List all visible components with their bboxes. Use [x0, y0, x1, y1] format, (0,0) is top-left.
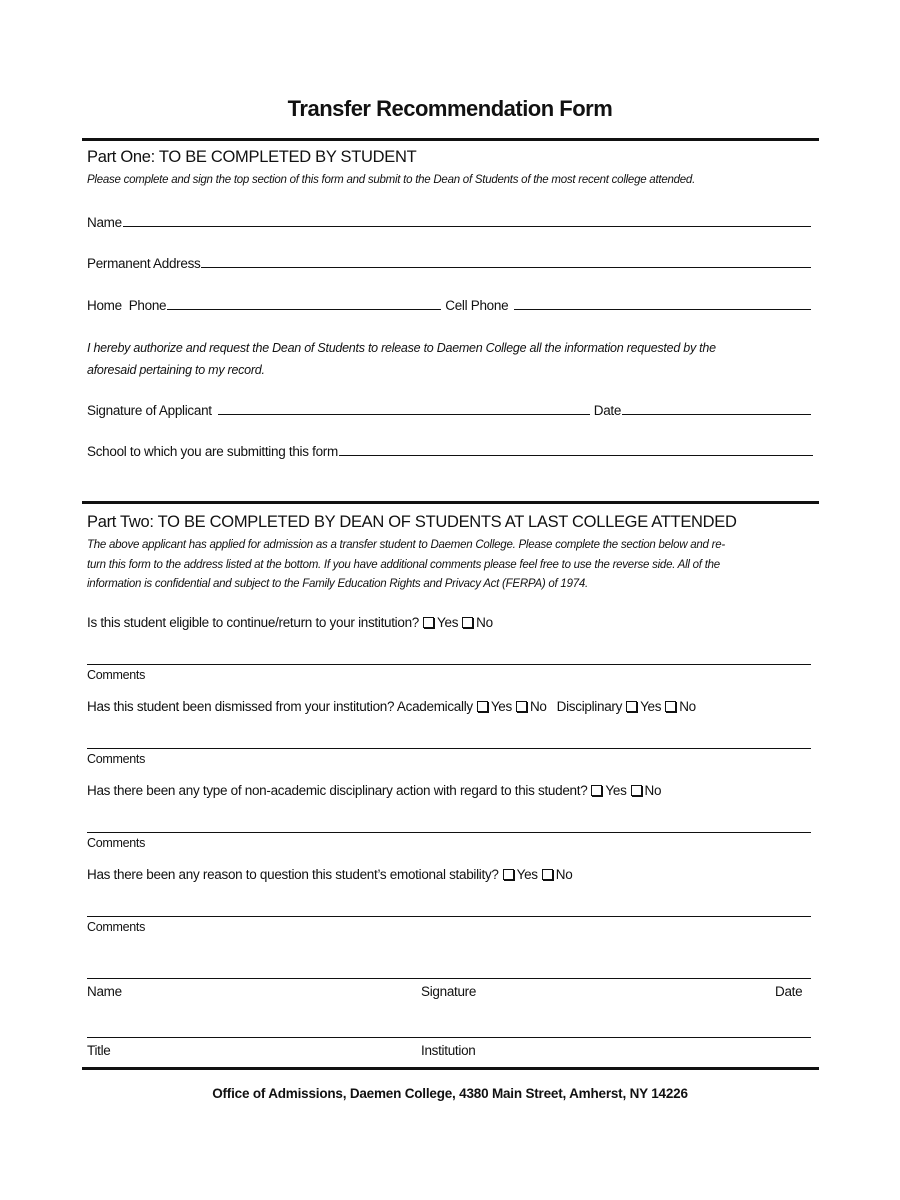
- name-field[interactable]: [87, 212, 813, 230]
- signature-line[interactable]: [218, 413, 590, 415]
- part-one-instructions: Please complete and sign the top section of this form and submit to the Dean of Students of the most recent college attended.: [87, 174, 696, 186]
- dean-signature-label: Signature: [421, 984, 477, 999]
- dean-title-label: Title: [87, 1043, 111, 1058]
- comments-line[interactable]: [87, 916, 811, 917]
- date-line[interactable]: [622, 413, 811, 415]
- instructions-line: information is confidential and subject to the Family Education Rights and Privacy Act (FERPA) of 1974.: [87, 578, 588, 590]
- checkbox-disciplinary-no[interactable]: [665, 701, 676, 712]
- question-emotional: [87, 867, 572, 882]
- no-label: No: [476, 615, 493, 630]
- no-label: No: [644, 783, 662, 798]
- question-text: Has there been any reason to question this student’s emotional stability?: [87, 867, 499, 882]
- no-label: No: [529, 699, 547, 714]
- school-line[interactable]: [339, 454, 813, 456]
- checkbox-academic-yes[interactable]: [477, 701, 488, 712]
- question-dismissed: [87, 699, 696, 714]
- checkbox-no[interactable]: [462, 617, 473, 628]
- footer-address: Office of Admissions, Daemen College, 4380 Main Street, Amherst, NY 14226: [212, 1086, 688, 1101]
- instructions-line: turn this form to the address listed at the bottom. If you have additional comments please feel free to use the reverse side. All of the: [87, 558, 720, 571]
- address-field[interactable]: [87, 253, 813, 271]
- instructions-line: The above applicant has applied for admission as a transfer student to Daemen College. Please complete the section below and re-: [87, 539, 725, 551]
- question-text: Is this student eligible to continue/return to your institution?: [87, 615, 420, 630]
- yes-label: Yes: [605, 783, 627, 798]
- checkbox-yes[interactable]: [423, 617, 434, 628]
- home-phone-line[interactable]: [167, 308, 441, 310]
- question-text: Has there been any type of non-academic disciplinary action with regard to this student?: [87, 783, 588, 798]
- comments-line[interactable]: [87, 664, 811, 665]
- comments-label: Comments: [87, 920, 146, 934]
- form-title: Transfer Recommendation Form: [287, 96, 613, 121]
- cell-phone-label: Cell Phone: [445, 298, 509, 313]
- no-label: No: [555, 867, 573, 882]
- checkbox-no[interactable]: [631, 785, 642, 796]
- name-signature-line[interactable]: [87, 978, 811, 979]
- school-field[interactable]: [87, 441, 815, 459]
- part-one-heading: Part One: TO BE COMPLETED BY STUDENT: [87, 148, 417, 166]
- home-phone-label: Home Phone: [87, 298, 167, 313]
- school-label: School to which you are submitting this form: [87, 444, 338, 459]
- question-non-academic: [87, 783, 661, 798]
- divider: [82, 1067, 819, 1070]
- checkbox-academic-no[interactable]: [516, 701, 527, 712]
- signature-label: Signature of Applicant: [87, 403, 212, 418]
- dean-name-label: Name: [87, 984, 122, 999]
- comments-label: Comments: [87, 668, 146, 682]
- signature-row: [87, 400, 813, 418]
- divider: [82, 138, 819, 141]
- date-label: Date: [593, 403, 622, 418]
- name-line[interactable]: [123, 225, 811, 227]
- yes-label: Yes: [516, 867, 538, 882]
- authorization-line: aforesaid pertaining to my record.: [87, 363, 265, 377]
- title-institution-line[interactable]: [87, 1037, 811, 1038]
- dean-institution-label: Institution: [421, 1043, 476, 1058]
- checkbox-yes[interactable]: [503, 869, 514, 880]
- phone-row: [87, 295, 813, 313]
- comments-label: Comments: [87, 836, 146, 850]
- checkbox-no[interactable]: [542, 869, 553, 880]
- name-label: Name: [87, 215, 122, 230]
- yes-label: Yes: [437, 615, 459, 630]
- yes-label: Yes: [490, 699, 512, 714]
- address-line[interactable]: [201, 266, 811, 268]
- part-two-heading: Part Two: TO BE COMPLETED BY DEAN OF STUDENTS AT LAST COLLEGE ATTENDED: [87, 513, 737, 531]
- cell-phone-line[interactable]: [514, 308, 811, 310]
- authorization-line: I hereby authorize and request the Dean of Students to release to Daemen College all the information requested by the: [87, 341, 716, 355]
- disciplinary-label: Disciplinary: [556, 699, 623, 714]
- comments-line[interactable]: [87, 748, 811, 749]
- question-eligible: [87, 615, 493, 630]
- dean-date-label: Date: [775, 984, 803, 999]
- authorization-text: [87, 337, 817, 381]
- checkbox-yes[interactable]: [591, 785, 602, 796]
- no-label: No: [679, 699, 696, 714]
- comments-line[interactable]: [87, 832, 811, 833]
- part-two-instructions: [87, 536, 817, 595]
- question-text: Has this student been dismissed from your institution? Academically: [87, 699, 473, 714]
- checkbox-disciplinary-yes[interactable]: [626, 701, 637, 712]
- yes-label: Yes: [640, 699, 662, 714]
- address-label: Permanent Address: [87, 256, 201, 271]
- divider: [82, 501, 819, 504]
- comments-label: Comments: [87, 752, 146, 766]
